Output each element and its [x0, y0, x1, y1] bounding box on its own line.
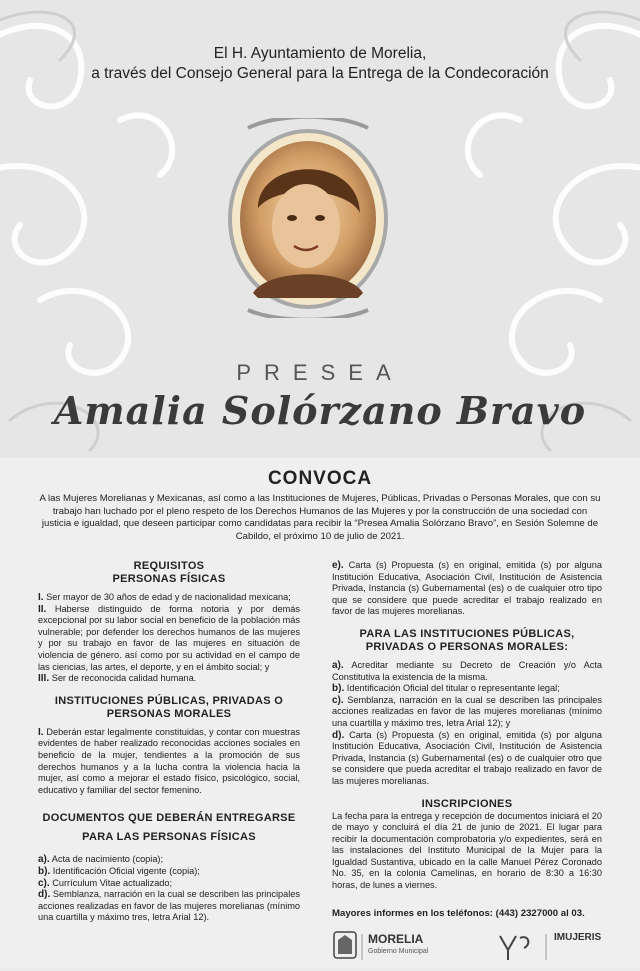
left-column [38, 560, 300, 924]
list-item: II. Haberse distinguido de forma notoria y por demás excepcional por su labor social en beneficio de la población más vulnerable; por defender los derechos humanos de las mujeres y por su trabajo en favor de las mujeres en situación de violencia de género. así como por su actividad en el campo de las ciencias, las artes, el deporte, y en el ámbito social; y [38, 603, 301, 672]
intro-line-1: El H. Ayuntamiento de Morelia, [213, 45, 427, 62]
convoca-body: A las Mujeres Morelianas y Mexicanas, así como a las Instituciones de Mujeres, Públicas, Privadas o Personas Morales, que con su trabajo han luchado por el pleno respeto de los Derechos Humanos de las Mujeres y por la construcción de una sociedad con justicia e igualdad, que deseen participar como candidatas para recibir la “Presea Amalia Solórzano Bravo”, en Sesión Solemne de Cabildo, el próximo 10 de julio de 2021. [39, 493, 601, 542]
header-area [0, 0, 640, 458]
requisitos-subtitle: PERSONAS FÍSICAS [112, 573, 226, 585]
documentos-title: DOCUMENTOS QUE DEBERÁN ENTREGARSE [42, 812, 296, 825]
morales-title: PARA LAS INSTITUCIONES PÚBLICAS, [359, 627, 575, 640]
contact-phone: Mayores informes en los teléfonos: (443) 2327000 al 03. [332, 908, 585, 919]
list-item: b). Identificación Oficial vigente (copia); [38, 865, 200, 877]
list-item: c). Semblanza, narración en la cual se describen las principales acciones realizadas en favor de las mujeres morelianas (mínimo una cuartilla y máximo tres, letra Arial 12); y [332, 694, 603, 728]
portrait-frame [218, 118, 398, 318]
list-item: d). Semblanza, narración en la cual se describen las principales acciones realizadas en favor de las mujeres morelianas (mínimo una cuartilla y máximo tres, letra Arial 12). [38, 889, 300, 923]
presea-label: PRESEA [236, 360, 404, 385]
inscripciones-title: INSCRIPCIONES [421, 797, 513, 810]
logos-bar [332, 930, 622, 966]
list-item: c). Currículum Vitae actualizado; [38, 877, 173, 889]
instituciones-title: INSTITUCIONES PÚBLICAS, PRIVADAS O [54, 694, 284, 707]
right-column [332, 560, 602, 892]
instituciones-subtitle: PERSONAS MORALES [106, 707, 232, 720]
list-item: d). Carta (s) Propuesta (s) en original, emitida (s) por alguna Institución Educativa, Asociación Civil, Institución de Asistencia Privada, Instancia (s) Gubernamental (es) o de cualquier otro que se considere que pueda acreditar el trabajo realizado en favor de las mujeres morelianas. [332, 729, 602, 786]
requisitos-title: REQUISITOS [133, 560, 205, 572]
inscripciones-body: La fecha para la entrega y recepción de documentos iniciará el 20 de mayo y concluirá el día 21 de junio de 2021. El lugar para recibir la documentación comprobatoria y/o expedientes, será en las instalaciones del Instituto Municipal de la Mujer para la Igualdad Sustantiva, ubicado en la calle Manuel Pérez Coronado No. 35, en la colonia Camelinas, en horario de 8:30 a 16:30 horas, de lunes a viernes. [332, 810, 602, 891]
list-item: a). Acta de nacimiento (copia); [38, 854, 164, 866]
intro-line-2: a través del Consejo General para la Entrega de la Condecoración [91, 65, 549, 82]
list-item: e). Carta (s) Propuesta (s) en original, emitida (s) por alguna Institución Educativa, Asociación Civil, Institución de Asistencia Privada, Instancia (s) Gubernamental (es) o de cualquier otro tipo que se considere que puede acreditar el trabajo realizado en favor de las mujeres morelianas. [332, 560, 602, 617]
list-item: I. Deberán estar legalmente constituidas, y contar con muestras evidentes de haber realizado reconocidas acciones sociales en beneficio de la mujer, tendientes a la promoción de sus derechos humanos y a la lucha contra la violencia hacia la mujer, así como a mejorar el estado físico, psicológico, social, educativo y familiar del sector femenino. [38, 726, 300, 795]
list-item: b). Identificación Oficial del titular o representante legal; [332, 683, 560, 695]
documentos-subtitle: PARA LAS PERSONAS FÍSICAS [82, 831, 256, 844]
morelia-seal-icon [334, 932, 356, 958]
morales-subtitle: PRIVADAS O PERSONAS MORALES: [365, 640, 569, 653]
portrait-image [218, 118, 398, 318]
award-name: Amalia Solórzano Bravo [53, 388, 587, 433]
imujeris-mark-icon [500, 936, 528, 960]
imujeris-logo-text: IMUJERIS [554, 932, 602, 943]
list-item: I. Ser mayor de 30 años de edad y de nacionalidad mexicana; [38, 592, 291, 603]
morelia-logo-subtitle: Gobierno Municipal [368, 948, 429, 955]
list-item: a). Acreditar mediante su Decreto de Creación y/o Acta Constitutiva la existencia de la misma. [332, 659, 602, 682]
convoca-title: CONVOCA [267, 468, 373, 489]
list-item: III. Ser de reconocida calidad humana. [38, 673, 197, 685]
morelia-logo-text: MORELIA [368, 932, 424, 946]
